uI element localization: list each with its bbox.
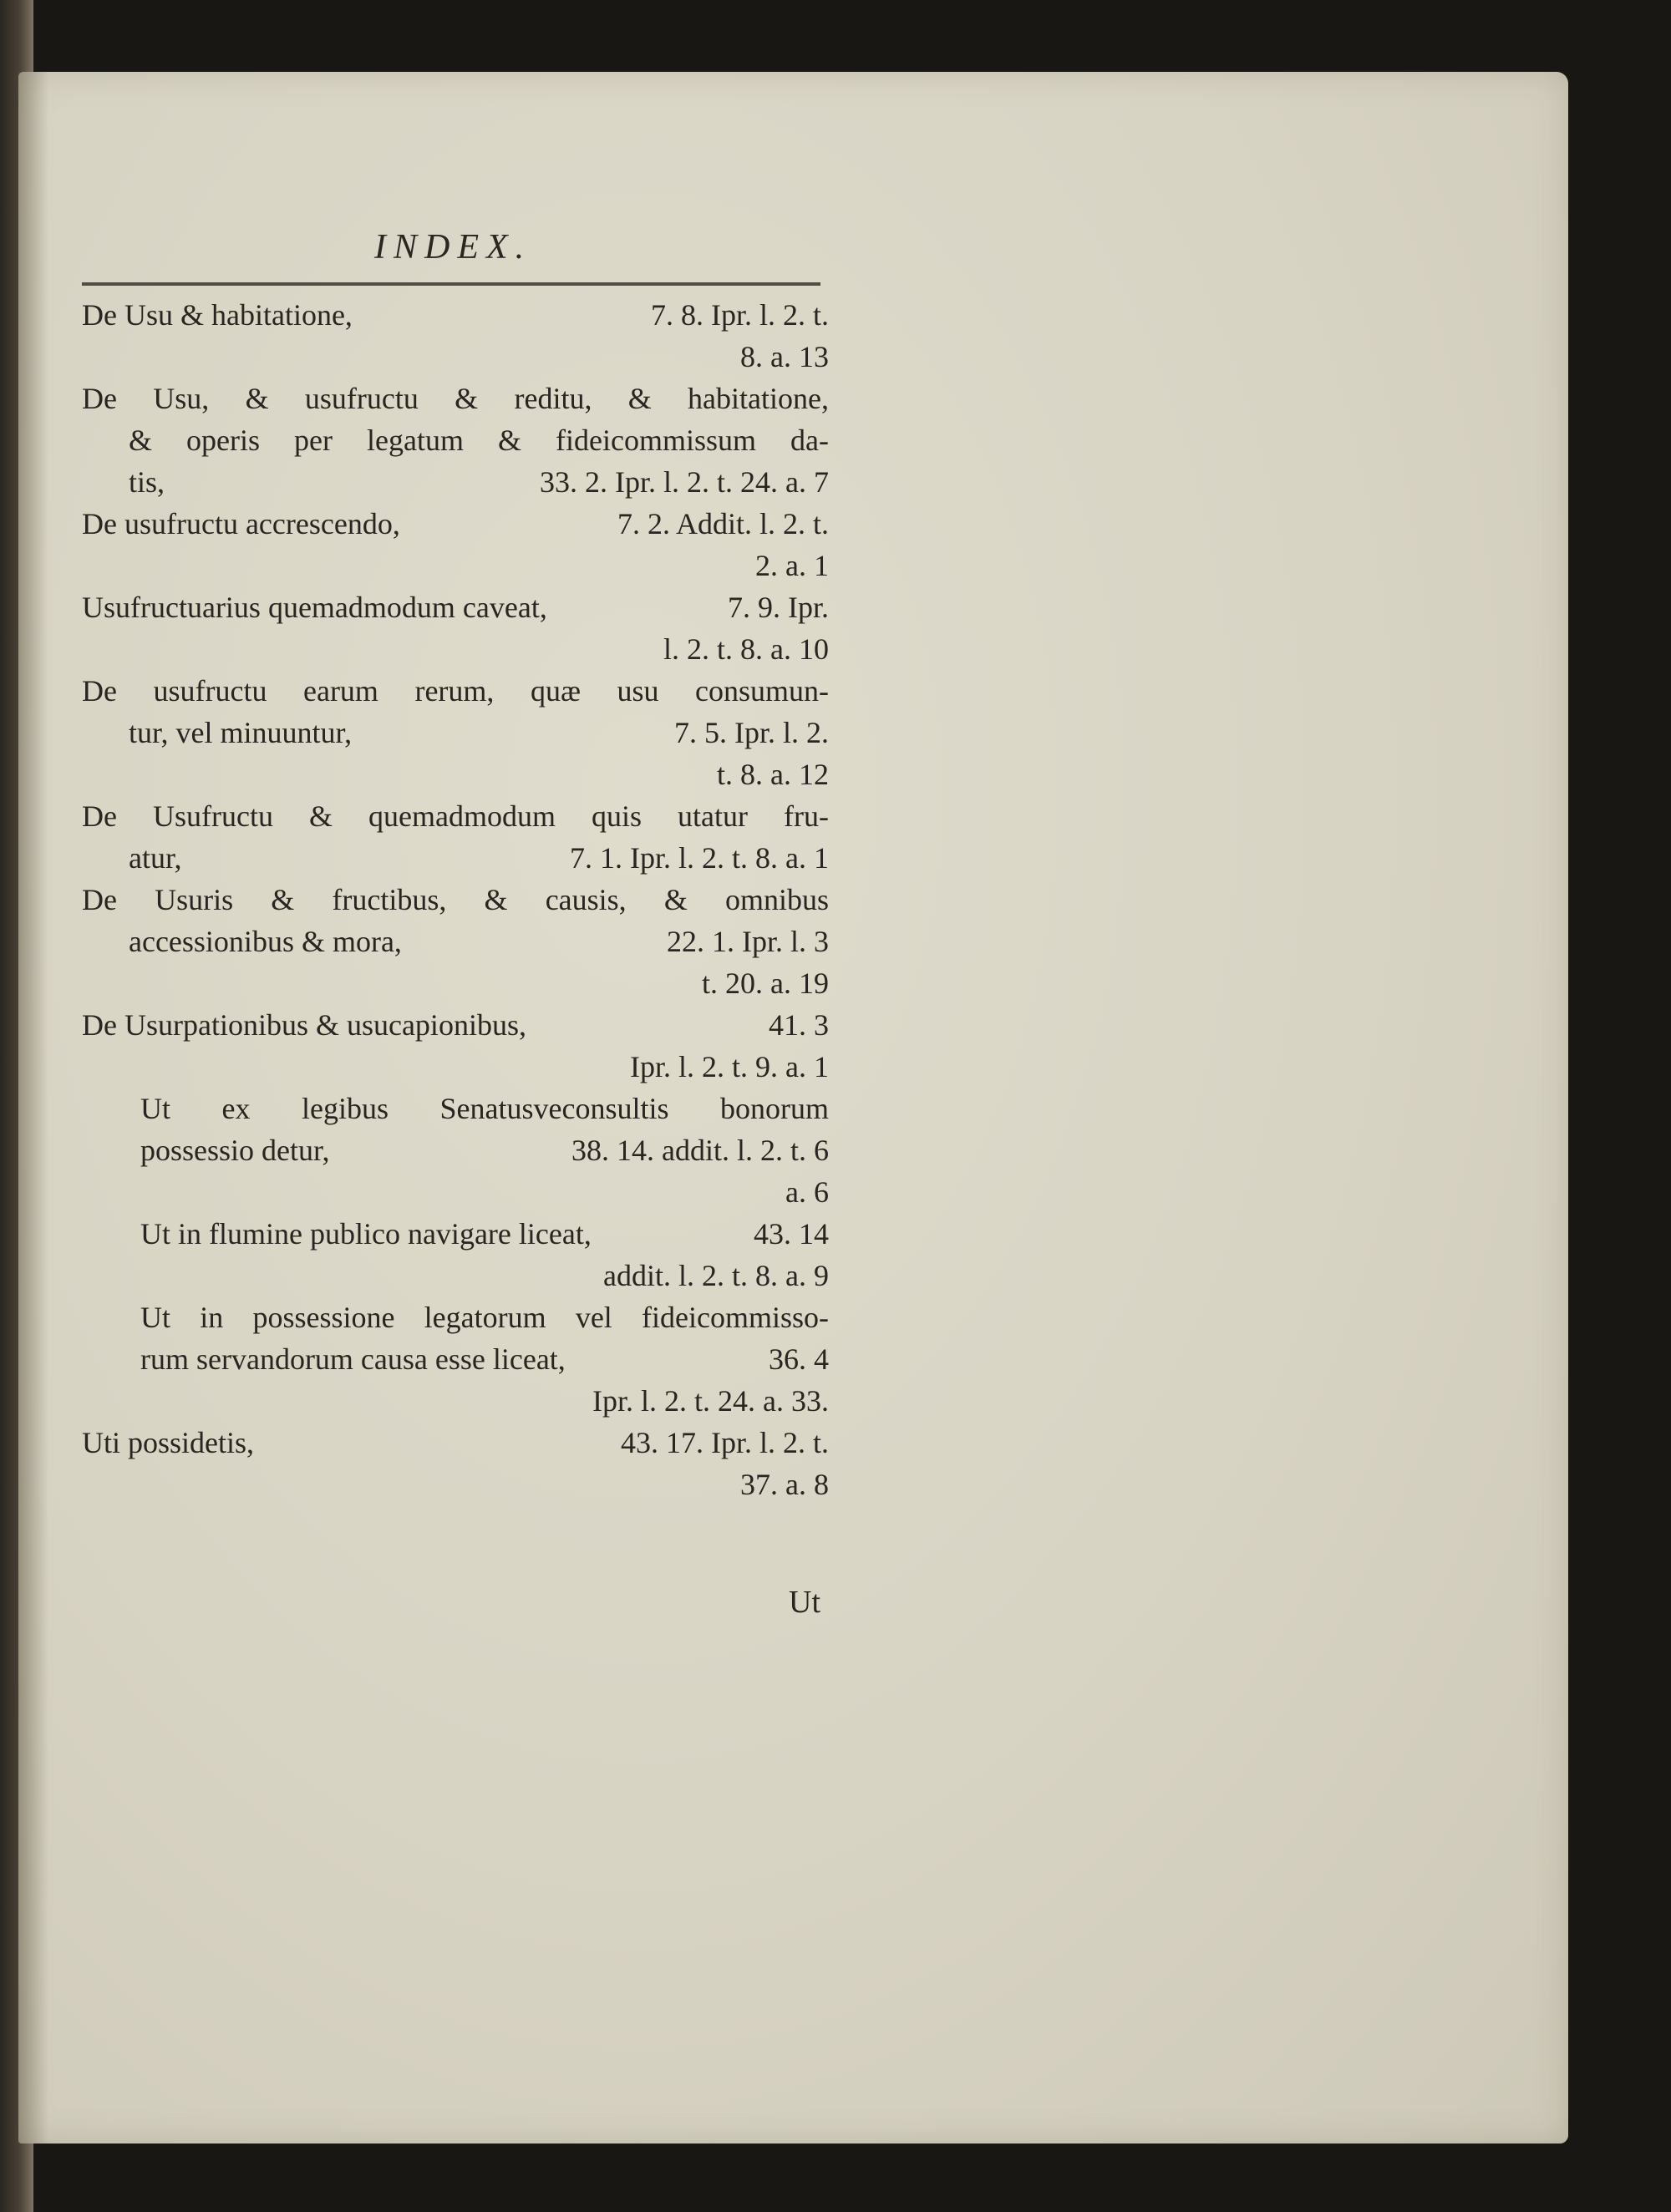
index-entry — [82, 879, 829, 1004]
entry-line — [82, 1255, 829, 1296]
entry-text: De Usuris & fructibus, & causis, & omnibus — [82, 883, 829, 916]
entry-text: De Usurpationibus & usucapionibus, — [82, 1008, 526, 1042]
entry-text: Ut ex legibus Senatusveconsultis bonorum — [140, 1092, 829, 1125]
entry-text: possessio detur, — [140, 1134, 330, 1167]
index-entry — [82, 1004, 829, 1088]
entry-line — [82, 670, 829, 712]
entry-text: tur, vel minuuntur, — [129, 716, 353, 749]
entry-line — [82, 1213, 829, 1255]
entry-line — [82, 1422, 829, 1464]
index-entries — [82, 294, 829, 1505]
entry-line — [82, 921, 829, 962]
entry-text: accessionibus & mora, — [129, 925, 402, 958]
entry-reference: 7. 2. Addit. l. 2. t. — [617, 507, 829, 540]
index-entry — [82, 1213, 829, 1296]
entry-line — [82, 795, 829, 837]
index-entry — [82, 586, 829, 670]
entry-text: atur, — [129, 841, 182, 875]
index-entry — [82, 670, 829, 795]
entry-line — [82, 1046, 829, 1088]
entry-reference: 2. a. 1 — [755, 549, 829, 582]
entry-line — [82, 879, 829, 921]
entry-text: De Usufructu & quemadmodum quis utatur fru- — [82, 799, 829, 833]
entry-line — [82, 1296, 829, 1338]
entry-text: Uti possidetis, — [82, 1426, 255, 1459]
entry-reference: t. 8. a. 12 — [717, 758, 829, 791]
entry-text: & operis per legatum & fideicommissum da- — [129, 424, 829, 457]
entry-reference: addit. l. 2. t. 8. a. 9 — [603, 1259, 829, 1292]
entry-line — [82, 753, 829, 795]
entry-line — [82, 712, 829, 753]
entry-reference: 8. a. 13 — [740, 340, 829, 373]
entry-text: Usufructuarius quemadmodum caveat, — [82, 591, 547, 624]
entry-line — [82, 1464, 829, 1505]
entry-text: De usufructu accrescendo, — [82, 507, 400, 540]
entry-line — [82, 837, 829, 879]
entry-reference: 7. 8. Ipr. l. 2. t. — [651, 298, 829, 332]
index-entry — [82, 1422, 829, 1505]
entry-reference: 36. 4 — [769, 1342, 829, 1376]
entry-reference: 43. 17. Ipr. l. 2. t. — [621, 1426, 829, 1459]
entry-reference: a. 6 — [785, 1175, 829, 1209]
entry-reference: 7. 1. Ipr. l. 2. t. 8. a. 1 — [570, 841, 829, 875]
entry-line — [82, 294, 829, 336]
entry-line — [82, 628, 829, 670]
entry-line — [82, 1129, 829, 1171]
index-entry — [82, 1296, 829, 1422]
entry-line — [82, 962, 829, 1004]
entry-line — [82, 1171, 829, 1213]
entry-text: De Usu, & usufructu & reditu, & habitatione, — [82, 382, 829, 415]
entry-line — [82, 586, 829, 628]
header-rule — [82, 282, 820, 286]
entry-text: Ut in flumine publico navigare liceat, — [140, 1217, 592, 1251]
entry-reference: t. 20. a. 19 — [702, 966, 829, 1000]
entry-text: De usufructu earum rerum, quæ usu consumun- — [82, 674, 829, 708]
entry-line — [82, 503, 829, 545]
page-gutter-shadow — [18, 72, 48, 2144]
entry-text: tis, — [129, 465, 165, 499]
entry-reference: 37. a. 8 — [740, 1468, 829, 1501]
entry-reference: 22. 1. Ipr. l. 3 — [667, 925, 829, 958]
index-entry — [82, 503, 829, 586]
entry-reference: Ipr. l. 2. t. 9. a. 1 — [630, 1050, 829, 1083]
entry-reference: 43. 14 — [754, 1217, 829, 1251]
entry-line — [82, 461, 829, 503]
entry-line — [82, 419, 829, 461]
entry-line — [82, 545, 829, 586]
entry-line — [82, 1088, 829, 1129]
catchword: Ut — [789, 1585, 820, 1620]
entry-line — [82, 336, 829, 378]
entry-text: rum servandorum causa esse liceat, — [140, 1342, 566, 1376]
entry-line — [82, 1338, 829, 1380]
entry-text: De Usu & habitatione, — [82, 298, 353, 332]
entry-line — [82, 1380, 829, 1422]
entry-line — [82, 1004, 829, 1046]
entry-text: Ut in possessione legatorum vel fideicommisso- — [140, 1301, 829, 1334]
entry-line — [82, 378, 829, 419]
entry-reference: Ipr. l. 2. t. 24. a. 33. — [592, 1384, 829, 1418]
entry-reference: 7. 5. Ipr. l. 2. — [674, 716, 829, 749]
index-entry — [82, 294, 829, 378]
entry-reference: l. 2. t. 8. a. 10 — [663, 632, 829, 666]
page-title: INDEX. — [374, 228, 532, 266]
entry-reference: 41. 3 — [769, 1008, 829, 1042]
entry-reference: 38. 14. addit. l. 2. t. 6 — [571, 1134, 829, 1167]
entry-reference: 33. 2. Ipr. l. 2. t. 24. a. 7 — [540, 465, 829, 499]
index-entry — [82, 378, 829, 503]
index-entry — [82, 795, 829, 879]
entry-reference: 7. 9. Ipr. — [728, 591, 829, 624]
index-entry — [82, 1088, 829, 1213]
